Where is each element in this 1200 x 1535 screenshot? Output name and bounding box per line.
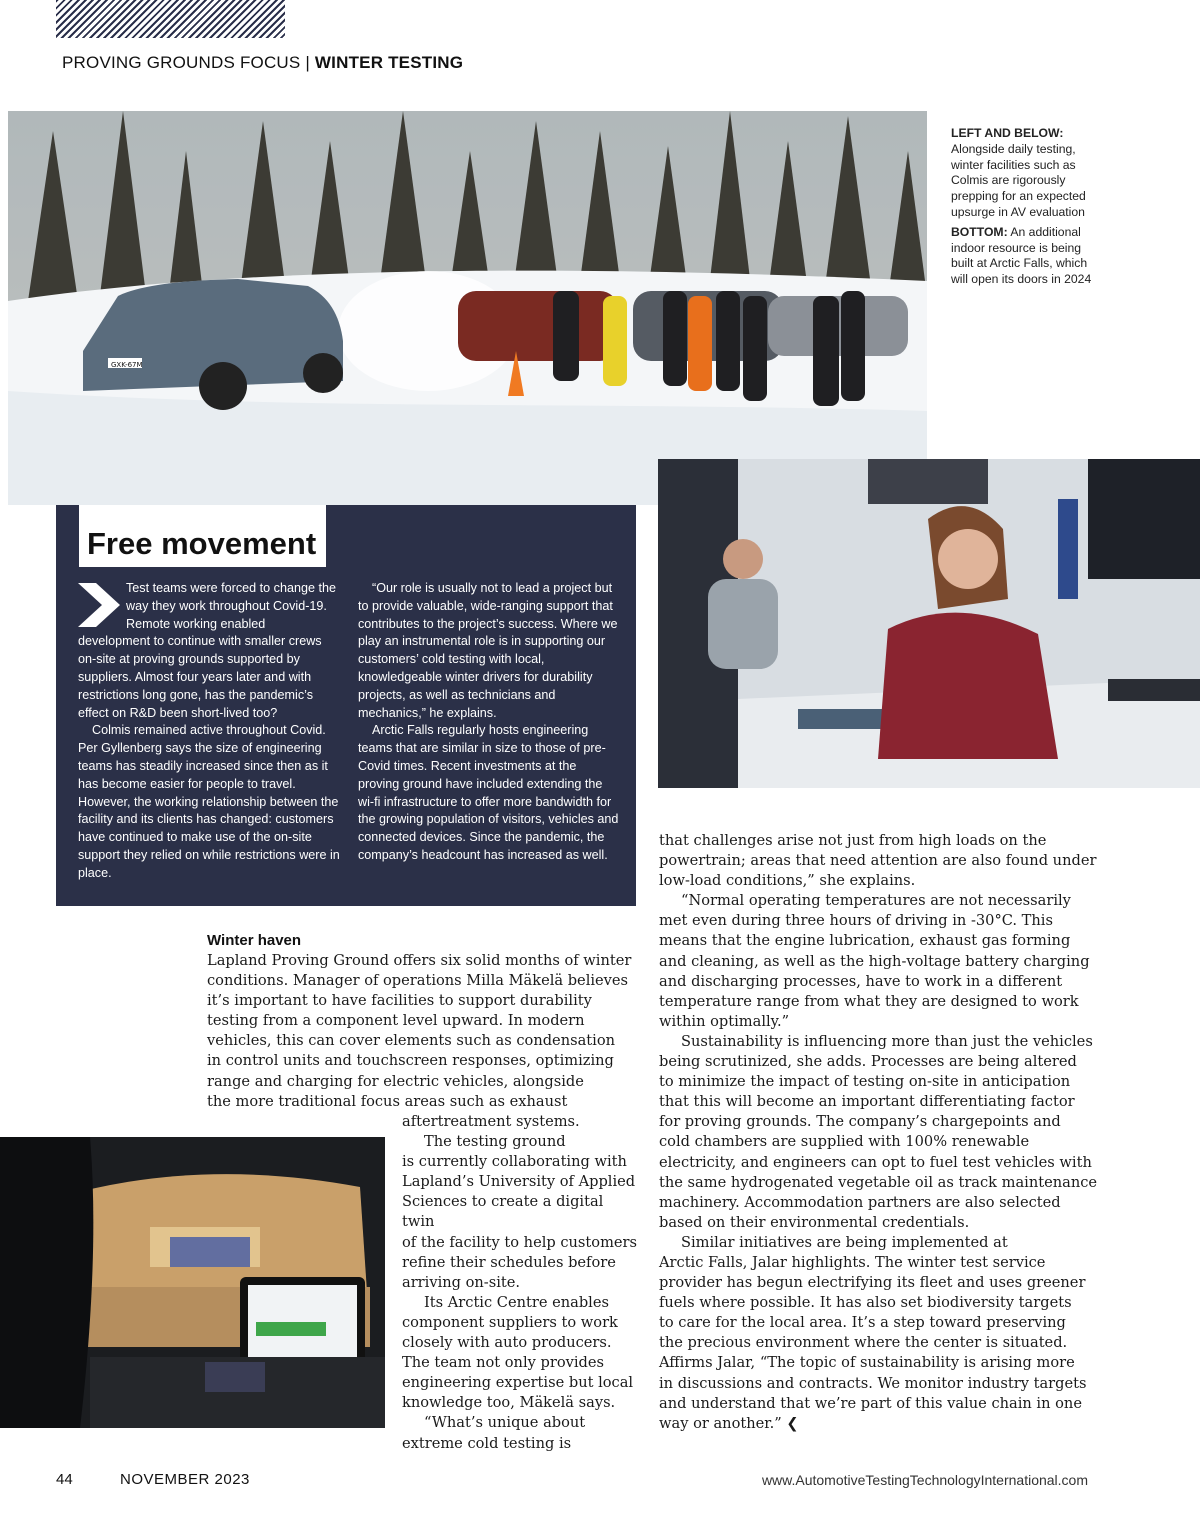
header-stripe-decoration — [56, 0, 285, 38]
section-header: PROVING GROUNDS FOCUS | WINTER TESTING — [62, 53, 464, 72]
sidebar-column-2 — [358, 580, 620, 865]
body-line: aftertreatment systems. — [402, 1113, 580, 1130]
indoor-test-hall-photo — [0, 1137, 385, 1428]
sidebar-title: Free movement — [79, 505, 326, 567]
body-line: provider has begun electrifying its fleet and uses greener — [659, 1274, 1086, 1292]
body-line: that challenges arise not just from high loads on the — [659, 832, 1047, 849]
body-line: the more traditional focus areas such as exhaust — [207, 1092, 568, 1110]
body-line: being scrutinized, she adds. Processes are being altered — [659, 1053, 1077, 1071]
body-line: vehicles, this can cover elements such as condensation — [207, 1032, 615, 1050]
body-line: and understand that we’re part of this value chain in one — [659, 1394, 1082, 1412]
sidebar-paragraph: Colmis remained active throughout Covid. Per Gyllenberg says the size of engineering teams has steadily increased since then as it has become easier for people to travel. However, the working relationship between the facility and its clients has changed: customers have continued to make use of the on-site support they relied on while restrictions were in place. — [78, 723, 340, 880]
body-line: fuels where possible. It has also set biodiversity targets — [659, 1294, 1072, 1312]
body-line: is currently collaborating with — [402, 1153, 627, 1171]
body-line: Affirms Jalar, “The topic of sustainability is arising more — [659, 1354, 1075, 1372]
body-line: cold chambers are supplied with 100% renewable — [659, 1133, 1030, 1151]
body-line: way or another.” ❮ — [659, 1414, 799, 1432]
body-line: for proving grounds. The company’s chargepoints and — [659, 1113, 1061, 1131]
sidebar-paragraph: Test teams were forced to change the way they work throughout Covid-19. Remote working enabled development to continue with smaller crews on-site at proving grounds supported by suppliers. Almost four years later and with restrictions long gone, has the pandemic’s effect on R&D been short-lived too? — [78, 581, 337, 720]
body-line: to care for the local area. It’s a step toward preserving — [659, 1314, 1066, 1332]
body-line: “What’s unique about — [424, 1414, 586, 1432]
sidebar-paragraph: Arctic Falls regularly hosts engineering teams that are similar in size to those of pre-Covid times. Recent investments at the proving ground have included extending the wi-fi infrastructure to offer more bandwidth for the growing population of visitors, vehicles and connected devices. Since the pandemic, the company’s headcount has increased as well. — [358, 723, 619, 862]
article-column-2 — [402, 1112, 640, 1454]
body-line: closely with auto producers. — [402, 1334, 612, 1352]
body-line: Lapland’s University of Applied — [402, 1173, 636, 1191]
page-number: 44 — [56, 1471, 73, 1488]
body-line: arriving on-site. — [402, 1273, 521, 1291]
website-link[interactable]: www.AutomotiveTestingTechnologyInternational.com — [761, 1472, 1088, 1488]
body-line: extreme cold testing is — [402, 1434, 572, 1452]
sidebar-column-1 — [78, 580, 340, 883]
body-line: based on their environmental credentials. — [659, 1213, 970, 1231]
body-line: Lapland Proving Ground offers six solid months of winter — [207, 952, 632, 969]
body-line: met even during three hours of driving in -30°C. This — [659, 912, 1053, 930]
body-line: within optimally.” — [659, 1012, 790, 1030]
body-line: component suppliers to work — [402, 1313, 618, 1331]
body-line: Similar initiatives are being implemented at — [681, 1233, 1008, 1251]
body-line: refine their schedules before — [402, 1253, 616, 1271]
body-line: the same hydrogenated vegetable oil as track maintenance — [659, 1173, 1098, 1191]
body-line: it’s important to have facilities to support durability — [207, 992, 592, 1010]
body-line: in control units and touchscreen responses, optimizing — [207, 1052, 614, 1070]
body-line: powertrain; areas that need attention are also found under — [659, 852, 1097, 870]
body-line: engineering expertise but local — [402, 1374, 634, 1392]
body-line: of the facility to help customers — [402, 1233, 638, 1251]
body-line: the precious environment where the center is situated. — [659, 1334, 1068, 1352]
control-room-photo — [658, 459, 1200, 788]
sidebar-paragraph: “Our role is usually not to lead a project but to provide valuable, wide-ranging support that contributes to the project’s success. Where we play an instrumental role is in supporting our customers’ cold testing with local, knowledgeable winter drivers for durability projects, as well as technicians and mechanics,” he explains. — [358, 581, 618, 720]
body-line: electricity, and engineers can opt to fuel test vehicles with — [659, 1153, 1092, 1171]
body-line: range and charging for electric vehicles, alongside — [207, 1072, 584, 1090]
photo-caption: LEFT AND BELOW: Alongside daily testing, winter facilities such as Colmis are rigorously prepping for an expected upsurge in AV evaluation BOTTOM: An additional indoor resource is being built at Arctic Falls, which will open its doors in 2024 — [951, 126, 1092, 287]
body-line: The team not only provides — [402, 1354, 604, 1372]
body-line: The testing ground — [424, 1133, 566, 1151]
issue-date: NOVEMBER 2023 — [120, 1471, 250, 1488]
body-line: testing from a component level upward. In modern — [207, 1012, 585, 1030]
article-column-top — [207, 951, 639, 1112]
body-line: and cleaning, as well as the high-voltage battery charging — [659, 952, 1090, 970]
article-column-3 — [659, 831, 1099, 1434]
body-line: Its Arctic Centre enables — [424, 1293, 609, 1311]
body-line: to minimize the impact of testing on-site in anticipation — [659, 1073, 1071, 1091]
body-line: in discussions and contracts. We monitor industry targets — [659, 1374, 1087, 1392]
body-line: Sustainability is influencing more than just the vehicles — [681, 1032, 1093, 1050]
body-line: that this will become an important differentiating factor — [659, 1093, 1075, 1111]
body-line: “Normal operating temperatures are not necessarily — [681, 892, 1071, 910]
body-line: Arctic Falls, Jalar highlights. The winter test service — [659, 1253, 1046, 1271]
body-line: knowledge too, Mäkelä says. — [402, 1394, 616, 1412]
body-line: and discharging processes, have to work in a different — [659, 972, 1063, 990]
snowy-test-track-photo — [8, 111, 927, 505]
body-line: temperature range from what they are designed to work — [659, 992, 1079, 1010]
license-plate-text: GXK-67M — [111, 361, 143, 369]
body-line: conditions. Manager of operations Milla Mäkelä believes — [207, 972, 629, 990]
article-subhead: Winter haven — [207, 932, 302, 949]
body-line: means that the engine lubrication, exhaust gas forming — [659, 932, 1071, 950]
body-line: machinery. Accommodation partners are also selected — [659, 1193, 1061, 1211]
body-line: Sciences to create a digital twin — [402, 1193, 604, 1231]
body-line: low-load conditions,” she explains. — [659, 872, 916, 890]
